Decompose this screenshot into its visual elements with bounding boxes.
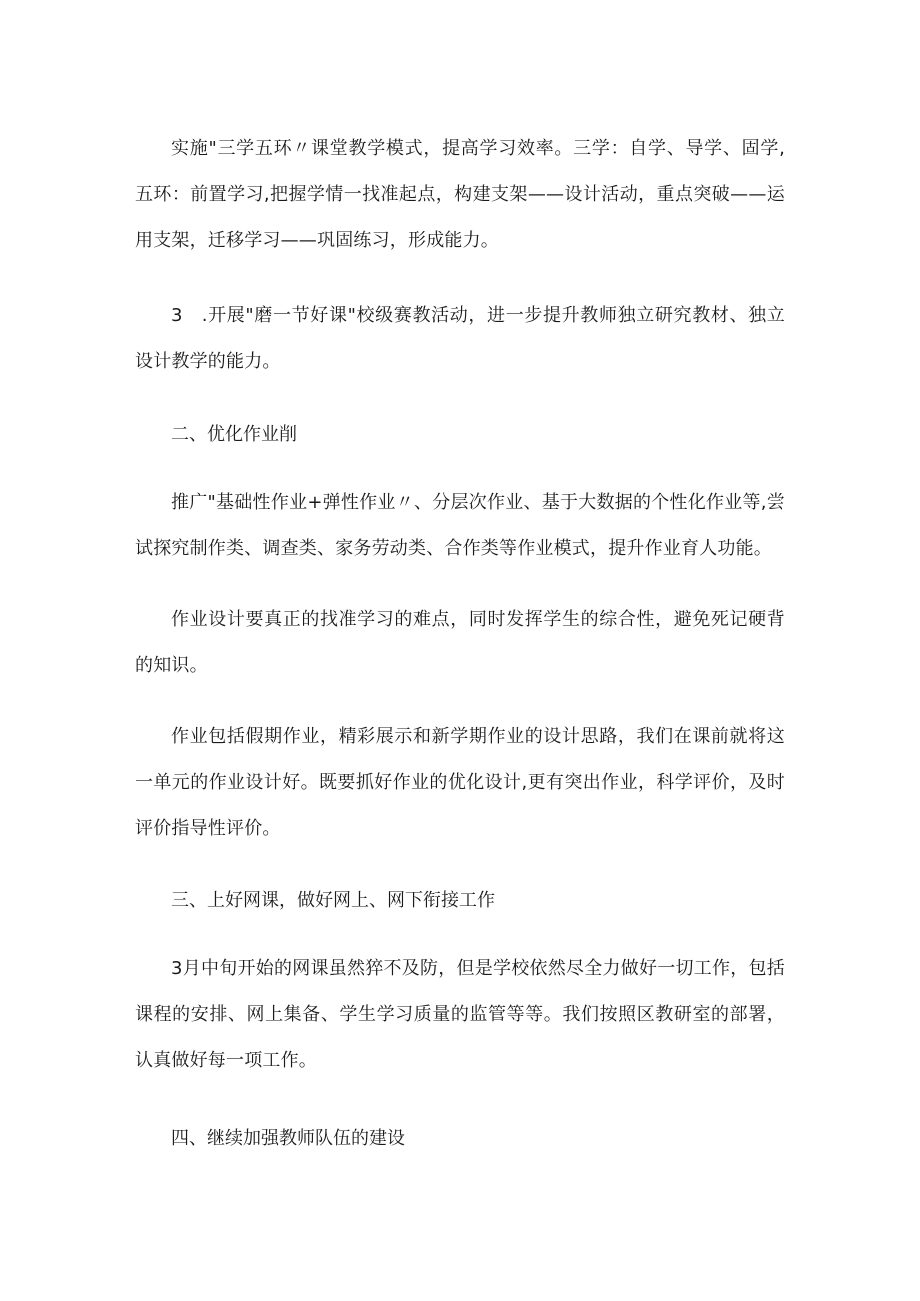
section-heading-homework: 二、优化作业削 [171,424,297,445]
section-heading-online-classes: 三、上好网课，做好网上、网下衔接工作 [171,890,495,911]
section-heading-teacher-team: 四、继续加强教师队伍的建设 [171,1128,405,1149]
paragraph-lesson-contest: 3 .开展"磨一节好课"校级赛教活动，进一步提升教师独立研究教材、独立设计教学的能力。 [135,305,785,372]
paragraph-homework-design: 作业设计要真正的找准学习的难点，同时发挥学生的综合性，避免死记硬背的知识。 [135,609,785,676]
paragraph-homework-evaluation: 作业包括假期作业，精彩展示和新学期作业的设计思路，我们在课前就将这一单元的作业设计好。既要抓好作业的优化设计,更有突出作业，科学评价，及时评价指导性评价。 [135,726,785,839]
paragraph-online-classes: 3月中旬开始的网课虽然猝不及防，但是学校依然尽全力做好一切工作，包括课程的安排、网上集备、学生学习质量的监管等等。我们按照区教研室的部署，认真做好每一项工作。 [135,958,785,1071]
paragraph-homework-types: 推广"基础性作业+弹性作业〃、分层次作业、基于大数据的个性化作业等,尝试探究制作类、调查类、家务劳动类、合作类等作业模式，提升作业育人功能。 [135,492,785,559]
paragraph-teaching-mode: 实施"三学五环〃课堂教学模式，提高学习效率。三学：自学、导学、固学,五环：前置学习,把握学情一找准起点，构建支架——设计活动，重点突破——运用支架，迁移学习——巩固练习，形成能力。 [135,138,785,251]
